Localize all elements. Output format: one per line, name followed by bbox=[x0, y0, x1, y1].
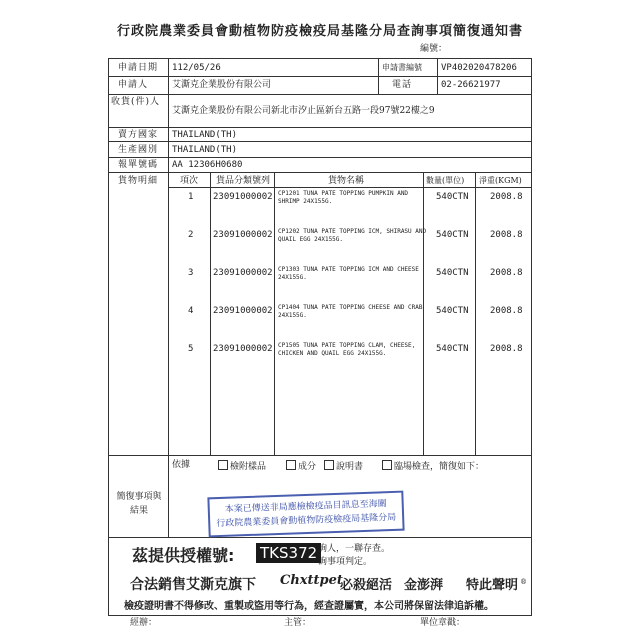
apply-date-label: 申請日期 bbox=[118, 63, 159, 73]
row-name: CP1404 TUNA PATE TOPPING CHEESE AND CRAB 24X155G. bbox=[278, 304, 423, 319]
auth-label: 茲提供授權號: bbox=[132, 546, 235, 565]
row-weight: 2008.8 bbox=[490, 230, 523, 240]
behind-text-2: 詢事項判定。 bbox=[318, 557, 373, 567]
cert-no-value: VP402020478206 bbox=[441, 63, 517, 73]
results-label: 簡復事項與結果 bbox=[116, 492, 162, 516]
origin-label: 生產國別 bbox=[118, 145, 159, 155]
row-no: 1 bbox=[188, 192, 194, 202]
col-header-qty: 數量(單位) bbox=[426, 176, 465, 185]
official-stamp: 本案已傳送非局應檢檢疫品目訊息至海關 行政院農業委員會動植物防疫檢疫局基隆分局 bbox=[207, 491, 404, 538]
checkbox-icon bbox=[218, 460, 228, 470]
checkbox-icon bbox=[382, 460, 392, 470]
seal-label: 單位章戳： bbox=[420, 618, 466, 628]
table-row bbox=[168, 226, 531, 264]
declaration-label: 報單號碼 bbox=[118, 160, 159, 170]
row-code: 23091000002 bbox=[213, 306, 273, 316]
row-name: CP1202 TUNA PATE TOPPING ICM, SHIRASU AND QUAIL EGG 24X155G. bbox=[278, 228, 427, 243]
checkbox-icon bbox=[324, 460, 334, 470]
consignee-label: 收貨(件)人 bbox=[111, 97, 161, 107]
row-no: 5 bbox=[188, 344, 194, 354]
cert-no-label: 申請書編號 bbox=[382, 63, 422, 72]
option-manual[interactable]: 說明書 bbox=[324, 460, 363, 472]
table-row bbox=[168, 340, 531, 378]
table-row bbox=[168, 188, 531, 226]
row-weight: 2008.8 bbox=[490, 192, 523, 202]
option-ingredient[interactable]: 成分 bbox=[286, 460, 316, 472]
phone-label: 電話 bbox=[392, 80, 413, 90]
row-weight: 2008.8 bbox=[490, 344, 523, 354]
row-no: 4 bbox=[188, 306, 194, 316]
behind-text-1: 詢人，一聯存查。 bbox=[318, 544, 391, 554]
checkbox-icon bbox=[286, 460, 296, 470]
table-row bbox=[168, 302, 531, 340]
declaration-value: AA 12306H0680 bbox=[172, 160, 243, 170]
brand-bisha: 必殺絕活 bbox=[340, 578, 393, 593]
row-no: 2 bbox=[188, 230, 194, 240]
applicant-label: 申請人 bbox=[118, 80, 149, 90]
option-inspection[interactable]: 臨場檢查，簡復如下： bbox=[382, 460, 484, 472]
goods-label: 貨物明細 bbox=[118, 176, 159, 186]
legal-warning: 檢疫證明書不得修改、重製或盜用等行為，經查證屬實，本公司將保留法律追訴權。 bbox=[124, 601, 494, 612]
phone-value: 02-26621977 bbox=[441, 80, 501, 90]
row-qty: 540CTN bbox=[436, 306, 469, 316]
declare-text: 特此聲明 bbox=[466, 578, 519, 593]
handler-label: 經辦： bbox=[130, 618, 158, 628]
col-header-code: 貨品分類號列 bbox=[216, 176, 271, 186]
seller-label: 賣方國家 bbox=[118, 130, 159, 140]
applicant-value: 艾澌克企業股份有限公司 bbox=[172, 80, 272, 90]
registered-icon: ® bbox=[520, 578, 527, 586]
row-code: 23091000002 bbox=[213, 230, 273, 240]
option-sample[interactable]: 檢附樣品 bbox=[218, 460, 266, 472]
row-qty: 540CTN bbox=[436, 268, 469, 278]
row-name: CP1505 TUNA PATE TOPPING CLAM, CHEESE, CHICKEN AND QUAIL EGG 24X155G. bbox=[278, 342, 416, 357]
basis-label: 依據 bbox=[172, 460, 191, 470]
number-label: 編號： bbox=[420, 44, 448, 54]
col-header-no: 項次 bbox=[180, 176, 199, 186]
apply-date-value: 112/05/26 bbox=[172, 63, 221, 73]
brand-jinpengpai: 金澎湃 bbox=[404, 578, 444, 593]
sales-text: 合法銷售艾澌克旗下 bbox=[130, 577, 256, 593]
row-no: 3 bbox=[188, 268, 194, 278]
row-code: 23091000002 bbox=[213, 192, 273, 202]
supervisor-label: 主管： bbox=[284, 618, 312, 628]
seller-value: THAILAND(TH) bbox=[172, 130, 238, 140]
origin-value: THAILAND(TH) bbox=[172, 145, 238, 155]
row-weight: 2008.8 bbox=[490, 306, 523, 316]
brand-chxttpet: Chxttpet bbox=[280, 573, 343, 588]
row-weight: 2008.8 bbox=[490, 268, 523, 278]
consignee-value: 艾澌克企業股份有限公司新北市汐止區新台五路一段97號22樓之9 bbox=[172, 106, 435, 116]
row-code: 23091000002 bbox=[213, 344, 273, 354]
row-name: CP1303 TUNA PATE TOPPING ICM AND CHEESE 24X155G. bbox=[278, 266, 419, 281]
row-qty: 540CTN bbox=[436, 230, 469, 240]
row-qty: 540CTN bbox=[436, 344, 469, 354]
col-header-weight: 淨重(KGM) bbox=[479, 176, 522, 185]
document-title: 行政院農業委員會動植物防疫檢疫局基隆分局查詢事項簡復通知書 bbox=[116, 24, 523, 39]
table-row bbox=[168, 264, 531, 302]
row-qty: 540CTN bbox=[436, 192, 469, 202]
col-header-name: 貨物名稱 bbox=[328, 176, 365, 186]
row-code: 23091000002 bbox=[213, 268, 273, 278]
auth-code: TKS372 bbox=[256, 543, 321, 563]
row-name: CP1201 TUNA PATE TOPPING PUMPKIN AND SHRIMP 24X155G. bbox=[278, 190, 409, 205]
